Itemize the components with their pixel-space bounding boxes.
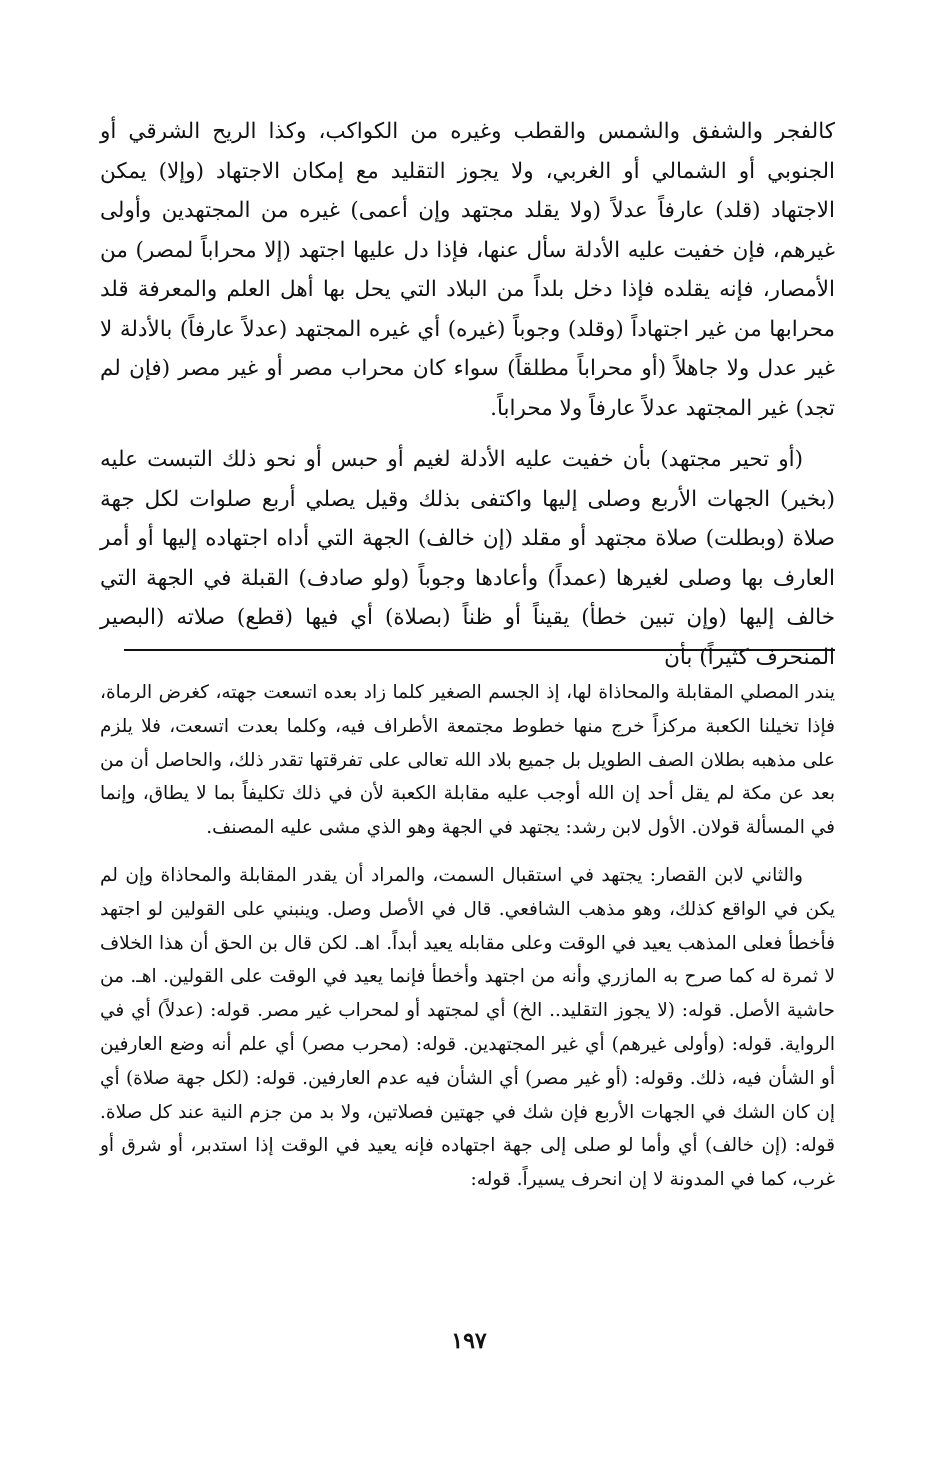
page-number: ١٩٧ — [451, 1328, 487, 1354]
main-text — [100, 112, 835, 677]
footnote-paragraph-2: والثاني لابن القصار: يجتهد في استقبال السمت، والمراد أن يقدر المقابلة والمحاذاة وإن لم يكن في الواقع كذلك، وهو مذهب الشافعي. قال في الأصل وصل. وينبني على القولين لو اجتهد فأخطأ فعلى المذهب يعيد في الوقت وعلى مقابله يعيد أبداً. اهـ. لكن قال بن الحق أن هذا الخلاف لا ثمرة له كما صرح به المازري وأنه من اجتهد وأخطأ فإنما يعيد في الوقت على القولين. اهـ. من حاشية الأصل. قوله: (لا يجوز التقليد.. الخ) أي لمجتهد أو لمحراب غير مصر. قوله: (عدلاً) أي في الرواية. قوله: (وأولى غيرهم) أي غير المجتهدين. قوله: (محرب مصر) أي علم أنه وضع العارفين أو الشأن فيه، ذلك. وقوله: (أو غير مصر) أي الشأن فيه عدم العارفين. قوله: (لكل جهة صلاة) أي إن كان الشك في الجهات الأربع فإن شك في جهتين فصلاتين، ولا بد من جزم النية عند كل صلاة. قوله: (إن خالف) أي وأما لو صلى إلى جهة اجتهاده فإنه يعيد في الوقت إذا استدبر، أو شرق أو غرب، كما في المدونة لا إن انحرف يسيراً. قوله: — [100, 864, 835, 1191]
main-paragraph-2: (أو تحير مجتهد) بأن خفيت عليه الأدلة لغيم أو حبس أو نحو ذلك التبست عليه (بخير) الجهات الأربع وصلى إليها واكتفى بذلك وقيل يصلي أربع صلوات لكل جهة صلاة (وبطلت) صلاة مجتهد أو مقلد (إن خالف) الجهة التي أداه اجتهاده إليها أو أمر العارف بها وصلى لغيرها (عمداً) وأعادها وجوباً (ولو صادف) القبلة في الجهة التي خالف إليها (وإن تبين خطأ) يقيناً أو ظناً (بصلاة) أي فيها (قطع) صلاته (البصير المنحرف كثيراً) بأن — [100, 447, 835, 670]
main-paragraph-1: كالفجر والشفق والشمس والقطب وغيره من الكواكب، وكذا الريح الشرقي أو الجنوبي أو الشمالي أو الغربي، ولا يجوز التقليد مع إمكان الاجتهاد (وإلا) يمكن الاجتهاد (قلد) عارفاً عدلاً (ولا يقلد مجتهد وإن أعمى) غيره من المجتهدين وأولى غيرهم، فإن خفيت عليه الأدلة سأل عنها، فإذا دل عليها اجتهد (إلا محراباً لمصر) من الأمصار، فإنه يقلده فإذا دخل بلداً من البلاد التي يحل بها أهل العلم والمعرفة قلد محرابها من غير اجتهاداً (وقلد) وجوباً (غيره) أي غيره المجتهد (عدلاً عارفاً) بالأدلة لا غير عدل ولا جاهلاً (أو محراباً مطلقاً) سواء كان محراب مصر أو غير مصر (فإن لم تجد) غير المجتهد عدلاً عارفاً ولا محراباً. — [100, 119, 836, 421]
footnotes — [100, 676, 835, 1197]
page-body — [100, 112, 835, 677]
footnote-divider — [100, 649, 835, 651]
footnote-paragraph-1: يندر المصلي المقابلة والمحاذاة لها، إذ الجسم الصغير كلما زاد بعده اتسعت جهته، كغرض الرماة، فإذا تخيلنا الكعبة مركزاً خرج منها خطوط مجتمعة الأطراف فيه، وكلما بعدت اتسعت، فلا يلزم على مذهبه بطلان الصف الطويل بل جميع بلاد الله تعالى على تفرقتها تقدر ذلك، والحاصل أن من بعد عن مكة لم يقل أحد إن الله أوجب عليه مقابلة الكعبة لأن في ذلك تكليفاً بما لا يطاق، وإنما في المسألة قولان. الأول لابن رشد: يجتهد في الجهة وهو الذي مشى عليه المصنف. — [100, 682, 835, 839]
